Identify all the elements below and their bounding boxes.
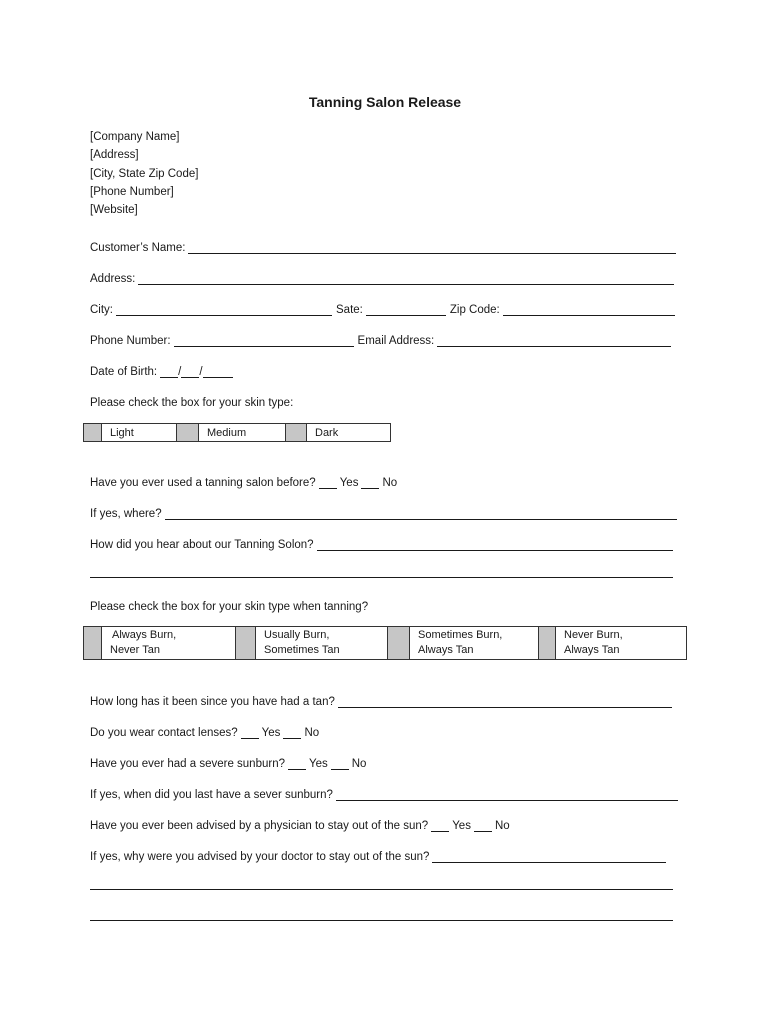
contact-lenses-yes-field[interactable] (241, 726, 259, 739)
skin-type-medium-checkbox[interactable] (177, 424, 199, 441)
state-label: Sate: (336, 304, 363, 316)
since-tan-label: How long has it been since you have had a tan? (90, 696, 335, 708)
dob-row: Date of Birth: / / (90, 360, 233, 378)
skin-type-dark-label: Dark (315, 426, 339, 439)
phone-label: Phone Number: (90, 335, 171, 347)
tanning-type-table (83, 626, 687, 660)
advised-physician-no-field[interactable] (474, 819, 492, 832)
tanning-type-label-3 (410, 628, 502, 658)
contact-lenses-no-label: No (304, 727, 320, 739)
address-row (90, 267, 674, 285)
severe-sunburn-no-field[interactable] (331, 757, 349, 770)
last-sunburn-label: If yes, when did you last have a sever sunburn? (90, 789, 333, 801)
how-hear-field[interactable] (317, 538, 673, 551)
why-advised-label: If yes, why were you advised by your doctor to stay out of the sun? (90, 851, 430, 863)
company-name: [Company Name] (90, 131, 180, 143)
used-salon-yes-field[interactable] (319, 476, 337, 489)
tanning-type-4-line1: Never Burn, (564, 629, 623, 641)
tanning-type-2-line2: Sometimes Tan (264, 644, 340, 656)
how-hear-label: How did you hear about our Tanning Solon? (90, 539, 314, 551)
skin-type-light-checkbox[interactable] (84, 424, 102, 441)
salon-where-field[interactable] (165, 507, 677, 520)
how-hear-row (90, 533, 673, 551)
advised-physician-row (90, 814, 510, 832)
address-field[interactable] (138, 272, 674, 285)
advised-physician-yes-field[interactable] (431, 819, 449, 832)
tanning-type-checkbox-1[interactable] (84, 627, 102, 659)
severe-sunburn-no-label: No (351, 758, 367, 770)
since-tan-row (90, 690, 672, 708)
contact-lenses-row (90, 721, 319, 739)
tanning-type-checkbox-3[interactable] (388, 627, 410, 659)
severe-sunburn-row (90, 752, 366, 770)
contact-lenses-no-field[interactable] (283, 726, 301, 739)
why-advised-extra-line-2[interactable] (90, 920, 673, 921)
tanning-type-1-line1: Always Burn, (112, 629, 177, 641)
last-sunburn-field[interactable] (336, 788, 678, 801)
email-label: Email Address: (357, 335, 435, 347)
tanning-type-label-4 (556, 628, 623, 658)
customer-name-field[interactable] (188, 241, 676, 254)
tanning-type-label-2 (256, 628, 340, 658)
severe-sunburn-question: Have you ever had a severe sunburn? (90, 758, 285, 770)
tanning-type-3-line1: Sometimes Burn, (418, 629, 503, 641)
skin-tanning-prompt-row (90, 595, 368, 613)
phone-field[interactable] (174, 334, 354, 347)
used-salon-no-field[interactable] (361, 476, 379, 489)
tanning-type-1-line2: Never Tan (110, 644, 160, 656)
skin-type-light-cell (84, 424, 177, 441)
tanning-type-cell-1 (84, 627, 236, 659)
tanning-type-2-line1: Usually Burn, (264, 629, 330, 641)
phone-email-row (90, 329, 671, 347)
skin-type-prompt-row (90, 391, 293, 409)
tanning-type-cell-4 (539, 627, 686, 659)
tanning-type-checkbox-2[interactable] (236, 627, 256, 659)
advised-physician-no-label: No (494, 820, 510, 832)
skin-type-medium-label: Medium (207, 426, 247, 439)
company-phone: [Phone Number] (90, 185, 174, 198)
company-block (90, 128, 198, 219)
used-salon-question: Have you ever used a tanning salon before? (90, 477, 316, 489)
tanning-type-cell-3 (388, 627, 539, 659)
salon-where-label: If yes, where? (90, 508, 162, 520)
since-tan-field[interactable] (338, 695, 672, 708)
zip-label: Zip Code: (449, 304, 500, 316)
contact-lenses-question: Do you wear contact lenses? (90, 727, 238, 739)
email-field[interactable] (437, 334, 671, 347)
salon-where-row (90, 502, 677, 520)
city-state-zip-row (90, 298, 675, 316)
skin-type-dark-cell (286, 424, 390, 441)
how-hear-extra-line[interactable] (90, 577, 673, 578)
skin-tanning-prompt: Please check the box for your skin type when tanning? (90, 601, 369, 613)
customer-name-label: Customer’s Name: (90, 242, 186, 254)
used-salon-row (90, 471, 397, 489)
tanning-type-cell-2 (236, 627, 388, 659)
severe-sunburn-yes-field[interactable] (288, 757, 306, 770)
used-salon-no-label: No (382, 477, 398, 489)
last-sunburn-row (90, 783, 678, 801)
skin-type-medium-cell (177, 424, 286, 441)
advised-physician-yes-label: Yes (452, 820, 471, 832)
customer-name-row (90, 236, 676, 254)
company-city-state-zip: [City, State Zip Code] (90, 167, 199, 180)
tanning-type-checkbox-4[interactable] (539, 627, 556, 659)
city-field[interactable] (116, 303, 332, 316)
skin-type-prompt: Please check the box for your skin type: (90, 397, 294, 409)
form-title: Tanning Salon Release (308, 94, 462, 110)
advised-physician-question: Have you ever been advised by a physician to stay out of the sun? (90, 820, 429, 832)
dob-year-field[interactable] (203, 365, 233, 378)
severe-sunburn-yes-label: Yes (308, 758, 328, 770)
city-label: City: (90, 304, 113, 316)
state-field[interactable] (366, 303, 446, 316)
skin-type-table (83, 423, 391, 442)
why-advised-row (90, 845, 666, 863)
contact-lenses-yes-label: Yes (261, 727, 281, 739)
tanning-type-4-line2: Always Tan (564, 644, 620, 656)
used-salon-yes-label: Yes (339, 477, 359, 489)
skin-type-light-label: Light (110, 426, 134, 439)
zip-field[interactable] (503, 303, 675, 316)
why-advised-field[interactable] (432, 850, 666, 863)
dob-day-field[interactable] (181, 365, 199, 378)
skin-type-dark-checkbox[interactable] (286, 424, 307, 441)
address-label: Address: (90, 273, 136, 285)
tanning-type-3-line2: Always Tan (418, 644, 474, 656)
tanning-type-label-1 (102, 628, 176, 658)
company-address: [Address] (90, 149, 139, 162)
dob-month-field[interactable] (160, 365, 178, 378)
dob-label: Date of Birth: (90, 366, 158, 378)
why-advised-extra-line-1[interactable] (90, 889, 673, 890)
company-website: [Website] (90, 204, 138, 217)
